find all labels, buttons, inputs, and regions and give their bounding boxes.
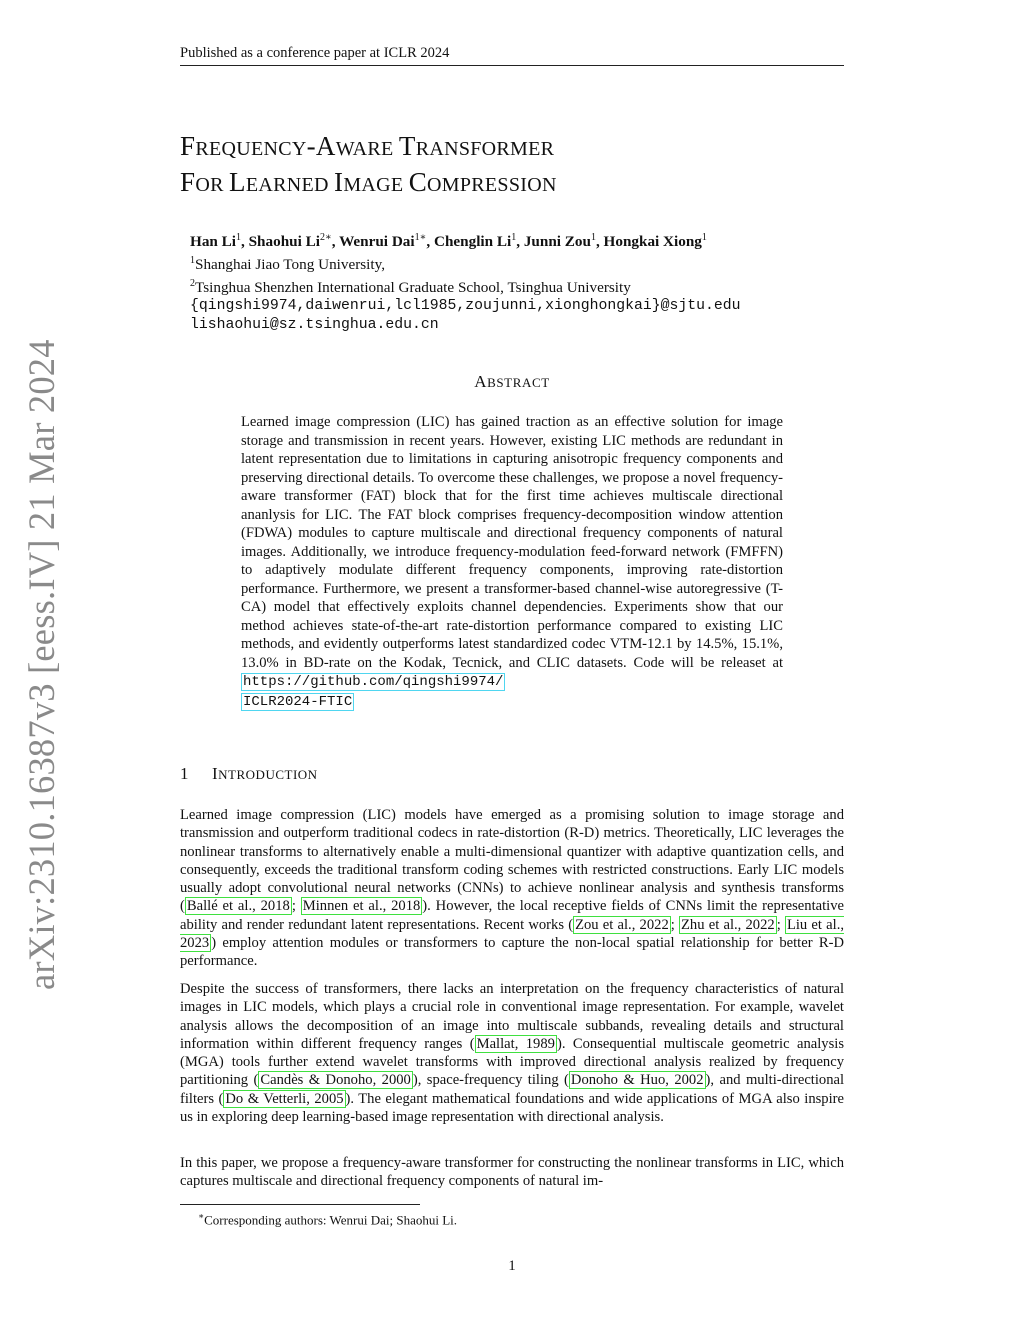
citation-link[interactable]: Mallat, 1989 — [476, 1035, 555, 1052]
abstract-text: Learned image compression (LIC) has gained traction as an effective solution for image storage and transmission in recent years. However, existing LIC methods are redundant in latent representation due to limitations in capturing anisotropic frequency components and preserving directional details. To overcome these challenges, we propose a novel frequency-aware transformer (FAT) block that for the first time achieves multiscale directional ananlysis for LIC. The FAT block comprises frequency-decomposition window attention (FDWA) modules to capture multiscale and directional frequency components of natural images. Additionally, we introduce frequency-modulation feed-forward network (FMFFN) to adaptively modulate different frequency components, improving rate-distortion performance. Furthermore, we present a transformer-based channel-wise autoregressive (T-CA) model that effectively exploits channel dependencies. Experiments show that our method achieves state-of-the-art rate-distortion performance compared to existing LIC methods, and evidently outperforms latest standardized codec VTM-12.1 by 14.5%, 15.1%, 13.0% in BD-rate on the Kodak, Tecnick, and CLIC datasets. Code will be releaset at https://github.com/qingshi9974/ ICLR2024-FTIC — [241, 414, 783, 710]
citation-link[interactable]: Do & Vetterli, 2005 — [225, 1090, 344, 1107]
email-sjtu: {qingshi9974,daiwenrui,lcl1985,zoujunni,xionghongkai}@sjtu.edu — [190, 298, 741, 315]
running-header — [180, 44, 844, 66]
title-line-1: FREQUENCY-AWARE TRANSFORMER — [180, 131, 555, 161]
citation-link[interactable]: Candès & Donoho, 2000 — [260, 1072, 411, 1089]
citation-link[interactable]: Zhu et al., 2022 — [681, 916, 775, 933]
venue-text: Published as a conference paper at ICLR 2024 — [180, 45, 450, 61]
section-heading-introduction: 1 INTRODUCTION — [180, 764, 318, 783]
citation-link[interactable]: Minnen et al., 2018 — [302, 898, 421, 915]
citation-link[interactable]: Zou et al., 2022 — [575, 916, 669, 933]
title-line-2: FOR LEARNED IMAGE COMPRESSION — [180, 167, 557, 197]
paper-title — [180, 130, 844, 202]
affiliation-1: $^1$Shanghai Jiao Tong University, — [190, 255, 386, 274]
author-list: Han Li$^1$, Shaohui $Li^{2∗}$, Wenrui Dai$^{1∗}$, Chenglin Li$^1$, Junni Zou$^1$, Hongkai Xiong$^1$ — [190, 232, 707, 251]
footnote-divider — [180, 1204, 420, 1205]
arxiv-identifier: arXiv:2310.16387v3 [eess.IV] 21 Mar 2024 — [21, 339, 62, 990]
intro-paragraph-3: In this paper, we propose a frequency-aware transformer for constructing the nonlinear transforms in LIC, which captures multiscale and directional frequency components of natural im- — [180, 1155, 844, 1190]
abstract-heading: ABSTRACT — [474, 372, 550, 391]
intro-paragraph-1: Learned image compression (LIC) models have emerged as a promising solution to image storage and transmission and outperform traditional codecs in rate-distortion (R-D) metrics. Theoretically, LIC leverages the nonlinear transforms to alternatively enable a multi-dimensional quantizer with adaptive quantization cells, and consequently, exceeds the traditional transform coding schemes with restricted constructions. Early LIC models usually adopt convolutional neural networks (CNNs) to achieve nonlinear analysis and synthesis transforms ( Ballé et al., 2018 ; Minnen et al., 2018 ). However, the local receptive fields of CNNs limit the representative ability and render redundant latent representations. Recent works ( Zou et al., 2022 ; Zhu et al., 2022 ; Liu et al., 2023 ) employ attention modules or transformers to capture the non-local spatial relationship for better R-D performance. — [180, 807, 844, 970]
affiliation-2: $^2$Tsinghua Shenzhen International Graduate School, Tsinghua University — [190, 278, 631, 297]
citation-link[interactable]: Liu et al., 2023 — [180, 916, 844, 952]
footnote: ∗Corresponding authors: Wenrui Dai; Shaohui Li. — [198, 1211, 458, 1228]
page-number: 1 — [508, 1258, 516, 1274]
code-link-continued[interactable]: ICLR2024-FTIC — [243, 693, 353, 710]
citation-link[interactable]: Ballé et al., 2018 — [186, 898, 290, 915]
author-block — [190, 228, 840, 335]
citation-link[interactable]: Donoho & Huo, 2002 — [570, 1072, 704, 1089]
intro-paragraph-2: Despite the success of transformers, there lacks an interpretation on the frequency characteristics of natural images in LIC models, which plays a crucial role in conventional image representation. For example, wavelet analysis allows the decomposition of an image into multiscale subbands, revealing details and structural information within different frequency ranges ( Mallat, 1989 ). Consequential multiscale geometric analysis (MGA) tools further extend wavelet transforms with improved directional analysis realized by frequency partitioning ( Candès & Donoho, 2000 ), space-frequency tiling ( Donoho & Huo, 2002 ), and multi-directional filters ( Do & Vetterli, 2005 ). The elegant mathematical foundations and wide applications of MGA also inspire us in exploring deep learning-based image representation with directional analysis. — [180, 981, 845, 1126]
code-link[interactable]: https://github.com/qingshi9974/ — [243, 674, 504, 690]
email-tsinghua: lishaohui@sz.tsinghua.edu.cn — [190, 317, 439, 334]
